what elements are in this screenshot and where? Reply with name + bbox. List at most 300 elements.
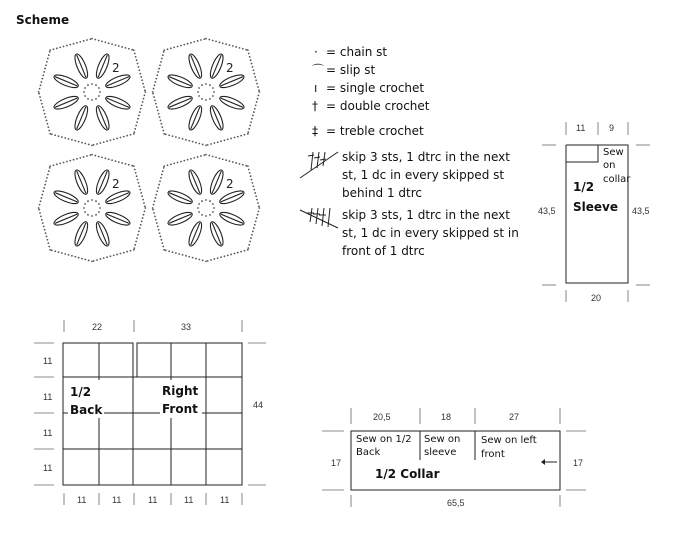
chain-dot: [51, 133, 53, 135]
body-dim-left-2: 11: [43, 392, 53, 402]
chain-dot: [155, 197, 157, 199]
chain-dot: [180, 161, 182, 163]
chain-dot: [252, 115, 254, 117]
collar-dim-top-3: 27: [509, 412, 520, 422]
chain-dot: [183, 44, 185, 46]
chain-dot: [252, 182, 254, 184]
chain-dot: [250, 59, 252, 61]
chain-dot: [116, 138, 118, 140]
chain-dot: [49, 249, 51, 251]
sleeve-dim-top-b: 9: [609, 123, 615, 133]
chain-dot: [161, 123, 163, 125]
center-dot: [91, 83, 93, 85]
back-label-1: 1/2: [70, 385, 92, 399]
chain-dot: [158, 113, 160, 115]
chain-dot: [173, 163, 175, 165]
chain-dot: [120, 137, 122, 139]
chain-dot: [256, 83, 258, 85]
chain-dot: [134, 244, 136, 246]
chain-dot: [94, 39, 96, 41]
chain-dot: [163, 165, 165, 167]
center-dot: [205, 199, 207, 201]
chain-dot: [245, 165, 247, 167]
center-dot: [198, 203, 200, 205]
center-dot: [201, 200, 203, 202]
chain-dot: [93, 260, 95, 262]
chain-dot: [205, 154, 207, 156]
chain-dot: [86, 39, 88, 41]
chain-dot: [257, 86, 259, 88]
chain-dot: [203, 38, 205, 40]
chain-dot: [247, 249, 249, 251]
chain-dot: [113, 138, 115, 140]
chain-dot: [155, 194, 157, 196]
chain-dot: [131, 49, 133, 51]
chain-dot: [254, 76, 256, 78]
chain-dot: [46, 120, 48, 122]
chain-dot: [258, 91, 260, 93]
body-dim-left-4: 11: [43, 463, 53, 473]
chain-dot: [229, 160, 231, 162]
chain-dot: [154, 215, 156, 217]
chain-dot: [183, 160, 185, 162]
chain-dot: [123, 252, 125, 254]
collar-dim-bottom: 65,5: [447, 498, 465, 508]
chain-dot: [71, 139, 73, 141]
body-dim-bottom-1: 11: [77, 495, 87, 505]
chain-dot: [167, 48, 169, 50]
chain-dot: [38, 93, 40, 95]
motif-chart: [38, 38, 261, 263]
chain-dot: [215, 41, 217, 43]
chain-dot: [44, 184, 46, 186]
chain-dot: [101, 41, 103, 43]
chain-dot: [46, 177, 48, 179]
center-dot: [201, 84, 203, 86]
chain-dot: [121, 46, 123, 48]
chain-dot: [133, 165, 135, 167]
chain-dot: [258, 207, 260, 209]
center-dot: [205, 83, 207, 85]
chain-dot: [140, 192, 142, 194]
collar-note-1-line-1: Sew on 1/2: [356, 434, 412, 445]
chain-dot: [113, 254, 115, 256]
chain-dot: [41, 219, 43, 221]
chain-dot: [140, 224, 142, 226]
center-dot: [83, 91, 85, 93]
chain-dot: [157, 187, 159, 189]
center-dot: [91, 199, 93, 201]
chain-dot: [79, 157, 81, 159]
chain-dot: [91, 260, 93, 262]
chain-dot: [253, 111, 255, 113]
chain-dot: [125, 47, 127, 49]
chain-dot: [253, 73, 255, 75]
chain-dot: [138, 115, 140, 117]
chain-dot: [41, 194, 43, 196]
chain-dot: [192, 257, 194, 259]
front-label-2: Front: [162, 402, 198, 416]
chain-dot: [59, 163, 61, 165]
chain-dot: [142, 217, 144, 219]
center-dot: [205, 215, 207, 217]
body-dim-left-1: 11: [43, 356, 53, 366]
chain-dot: [142, 101, 144, 103]
chain-dot: [159, 180, 161, 182]
chain-dot: [73, 43, 75, 45]
chain-dot: [68, 254, 70, 256]
chain-dot: [158, 184, 160, 186]
chain-dot: [38, 91, 40, 93]
chain-dot: [168, 250, 170, 252]
center-dot: [84, 211, 86, 213]
chain-dot: [253, 227, 255, 229]
chain-dot: [43, 226, 45, 228]
chain-dot: [106, 140, 108, 142]
chain-dot: [131, 165, 133, 167]
chain-dot: [135, 125, 137, 127]
chain-dot: [40, 99, 42, 101]
chain-dot: [249, 241, 251, 243]
chain-dot: [156, 74, 158, 76]
chain-dot: [53, 48, 55, 50]
chain-dot: [41, 197, 43, 199]
body-dim-bottom-4: 11: [184, 495, 194, 505]
chain-dot: [251, 63, 253, 65]
chain-dot: [210, 143, 212, 145]
chain-dot: [96, 259, 98, 261]
chain-dot: [84, 259, 86, 261]
chain-dot: [47, 58, 49, 60]
chain-dot: [136, 121, 138, 123]
chain-dot: [254, 192, 256, 194]
center-dot: [198, 211, 200, 213]
chain-dot: [152, 91, 154, 93]
chain-dot: [144, 207, 146, 209]
chain-dot: [170, 163, 172, 165]
chain-dot: [134, 128, 136, 130]
chain-dot: [118, 161, 120, 163]
body-dim-bottom-2: 11: [112, 495, 122, 505]
center-dot: [87, 98, 89, 100]
center-dot: [95, 200, 97, 202]
chain-dot: [240, 251, 242, 253]
center-dot: [201, 98, 203, 100]
chain-dot: [200, 155, 202, 157]
chain-dot: [220, 256, 222, 258]
chain-dot: [258, 210, 260, 212]
center-dot: [98, 95, 100, 97]
chain-dot: [48, 130, 50, 132]
sleeve-dim-left: 43,5: [538, 206, 556, 216]
chain-dot: [39, 88, 41, 90]
chain-dot: [239, 163, 241, 165]
chain-dot: [47, 123, 49, 125]
chain-dot: [215, 157, 217, 159]
chain-dot: [133, 133, 135, 135]
chain-dot: [94, 155, 96, 157]
chain-dot: [110, 139, 112, 141]
chain-dot: [188, 256, 190, 258]
chain-dot: [172, 251, 174, 253]
chain-dot: [111, 43, 113, 45]
chain-dot: [242, 48, 244, 50]
chain-dot: [135, 241, 137, 243]
chain-dot: [43, 187, 45, 189]
collar-dim-left: 17: [331, 458, 342, 468]
chain-dot: [133, 247, 135, 249]
sleeve-note-3: collar: [603, 174, 631, 185]
chain-dot: [39, 212, 41, 214]
chain-dot: [252, 185, 254, 187]
collar-note-3-line-1: Sew on left: [481, 435, 537, 446]
chain-dot: [99, 258, 101, 260]
dtrc-behind-icon: [300, 152, 338, 178]
chain-dot: [163, 167, 165, 169]
chain-dot: [137, 63, 139, 65]
chain-dot: [254, 224, 256, 226]
sleeve-dim-right: 43,5: [632, 206, 650, 216]
chain-dot: [126, 251, 128, 253]
center-dot: [91, 215, 93, 217]
chain-dot: [143, 98, 145, 100]
sleeve-note-2: on: [603, 160, 616, 171]
chain-dot: [66, 45, 68, 47]
chain-dot: [235, 46, 237, 48]
chain-dot: [257, 214, 259, 216]
center-dot: [212, 203, 214, 205]
collar-arrow-icon: [541, 459, 557, 465]
chain-dot: [200, 39, 202, 41]
chain-dot: [247, 247, 249, 249]
chain-dot: [255, 195, 257, 197]
chain-dot: [123, 136, 125, 138]
center-dot: [205, 99, 207, 101]
chain-dot: [139, 189, 141, 191]
chain-dot: [139, 111, 141, 113]
chain-dot: [144, 94, 146, 96]
chain-dot: [247, 133, 249, 135]
sleeve-label-1: 1/2: [573, 180, 595, 194]
chain-dot: [242, 164, 244, 166]
chain-dot: [43, 71, 45, 73]
chain-dot: [133, 131, 135, 133]
chain-dot: [175, 136, 177, 138]
collar-note-2-line-1: Sew on: [424, 434, 461, 445]
chain-dot: [160, 120, 162, 122]
chain-dot: [49, 133, 51, 135]
chain-dot: [178, 253, 180, 255]
chain-dot: [84, 143, 86, 145]
chain-dot: [172, 135, 174, 137]
chain-dot: [163, 249, 165, 251]
chain-dot: [159, 64, 161, 66]
chain-dot: [248, 169, 250, 171]
center-dot: [83, 207, 85, 209]
legend-long-2-line-1: skip 3 sts, 1 dtrc in the next: [342, 208, 510, 222]
chain-dot: [195, 142, 197, 144]
collar-schematic: [322, 408, 586, 508]
collar-dim-top-2: 18: [441, 412, 452, 422]
chain-dot: [142, 83, 144, 85]
chain-dot: [258, 94, 260, 96]
chain-dot: [165, 249, 167, 251]
chain-dot: [163, 49, 165, 51]
chain-dot: [139, 73, 141, 75]
chain-dot: [134, 53, 136, 55]
chain-dot: [155, 78, 157, 80]
chain-dot: [47, 174, 49, 176]
chain-dot: [110, 255, 112, 257]
chain-dot: [136, 59, 138, 61]
chain-dot: [143, 86, 145, 88]
body-dim-bottom-3: 11: [148, 495, 158, 505]
chain-dot: [44, 68, 46, 70]
chain-dot: [152, 93, 154, 95]
round-number: 2: [226, 177, 234, 191]
chain-dot: [250, 175, 252, 177]
chain-dot: [83, 40, 85, 42]
chain-dot: [247, 165, 249, 167]
chain-dot: [159, 232, 161, 234]
chain-dot: [258, 89, 260, 91]
chain-dot: [59, 47, 61, 49]
chain-dot: [89, 154, 91, 156]
body-dim-right: 44: [253, 400, 264, 410]
chain-dot: [247, 131, 249, 133]
chain-dot: [45, 180, 47, 182]
chain-dot: [256, 199, 258, 201]
chain-dot: [108, 42, 110, 44]
chain-dot: [68, 138, 70, 140]
sleeve-dim-top-a: 11: [576, 123, 586, 133]
center-dot: [95, 214, 97, 216]
chain-dot: [103, 257, 105, 259]
chain-dot: [157, 71, 159, 73]
chain-dot: [41, 103, 43, 105]
chain-dot: [207, 260, 209, 262]
chain-dot: [248, 128, 250, 130]
chain-dot: [140, 108, 142, 110]
chain-dot: [248, 53, 250, 55]
chain-dot: [133, 49, 135, 51]
chain-dot: [91, 144, 93, 146]
center-dot: [212, 211, 214, 213]
center-dot: [209, 200, 211, 202]
chain-dot: [161, 242, 163, 244]
chain-dot: [45, 64, 47, 66]
chain-dot: [61, 252, 63, 254]
legend-symbol-dc: †: [312, 99, 318, 113]
chain-dot: [81, 258, 83, 260]
chain-dot: [158, 229, 160, 231]
chain-dot: [213, 142, 215, 144]
chain-dot: [190, 42, 192, 44]
chain-dot: [161, 58, 163, 60]
collar-note-3-line-2: front: [481, 449, 505, 460]
chain-dot: [144, 89, 146, 91]
chain-dot: [64, 137, 66, 139]
chain-dot: [251, 118, 253, 120]
chain-dot: [104, 157, 106, 159]
chain-dot: [187, 159, 189, 161]
center-dot: [198, 87, 200, 89]
chain-dot: [54, 134, 56, 136]
chain-dot: [225, 43, 227, 45]
chain-dot: [154, 99, 156, 101]
chain-dot: [98, 156, 100, 158]
chain-dot: [193, 41, 195, 43]
chain-dot: [58, 251, 60, 253]
collar-label: 1/2 Collar: [375, 467, 440, 481]
chain-dot: [74, 140, 76, 142]
chain-dot: [136, 175, 138, 177]
chain-dot: [71, 255, 73, 257]
chain-dot: [135, 56, 137, 58]
chain-dot: [155, 81, 157, 83]
chain-dot: [76, 158, 78, 160]
chain-dot: [115, 44, 117, 46]
chain-dot: [197, 156, 199, 158]
chain-dot: [202, 144, 204, 146]
chain-dot: [137, 234, 139, 236]
chain-dot: [162, 246, 164, 248]
back-label-2: Back: [70, 403, 103, 417]
chain-dot: [170, 47, 172, 49]
chain-dot: [205, 38, 207, 40]
chain-dot: [111, 159, 113, 161]
chain-dot: [156, 106, 158, 108]
chain-dot: [47, 242, 49, 244]
chain-dot: [141, 220, 143, 222]
chain-dot: [188, 140, 190, 142]
chain-dot: [257, 98, 259, 100]
chain-dot: [249, 56, 251, 58]
sleeve-dim-bottom: 20: [591, 293, 602, 303]
center-dot: [209, 84, 211, 86]
chain-dot: [63, 162, 65, 164]
chain-dot: [63, 46, 65, 48]
chain-dot: [48, 54, 50, 56]
chain-dot: [83, 156, 85, 158]
chain-dot: [182, 138, 184, 140]
chain-dot: [198, 259, 200, 261]
body-dim-top-a: 22: [92, 322, 103, 332]
chain-dot: [247, 49, 249, 51]
chain-dot: [220, 140, 222, 142]
chain-dot: [157, 110, 159, 112]
chain-dot: [89, 38, 91, 40]
collar-dim-right: 17: [573, 458, 584, 468]
center-dot: [98, 211, 100, 213]
chain-dot: [232, 161, 234, 163]
chain-dot: [255, 220, 257, 222]
chain-dot: [162, 170, 164, 172]
chain-dot: [128, 48, 130, 50]
center-dot: [209, 214, 211, 216]
chain-dot: [185, 255, 187, 257]
chain-dot: [43, 110, 45, 112]
chain-dot: [137, 118, 139, 120]
chain-dot: [141, 195, 143, 197]
chain-dot: [56, 163, 58, 165]
chain-dot: [138, 231, 140, 233]
chain-dot: [41, 78, 43, 80]
chain-dot: [45, 116, 47, 118]
chain-dot: [250, 121, 252, 123]
chain-dot: [42, 106, 44, 108]
motif: [152, 154, 261, 263]
